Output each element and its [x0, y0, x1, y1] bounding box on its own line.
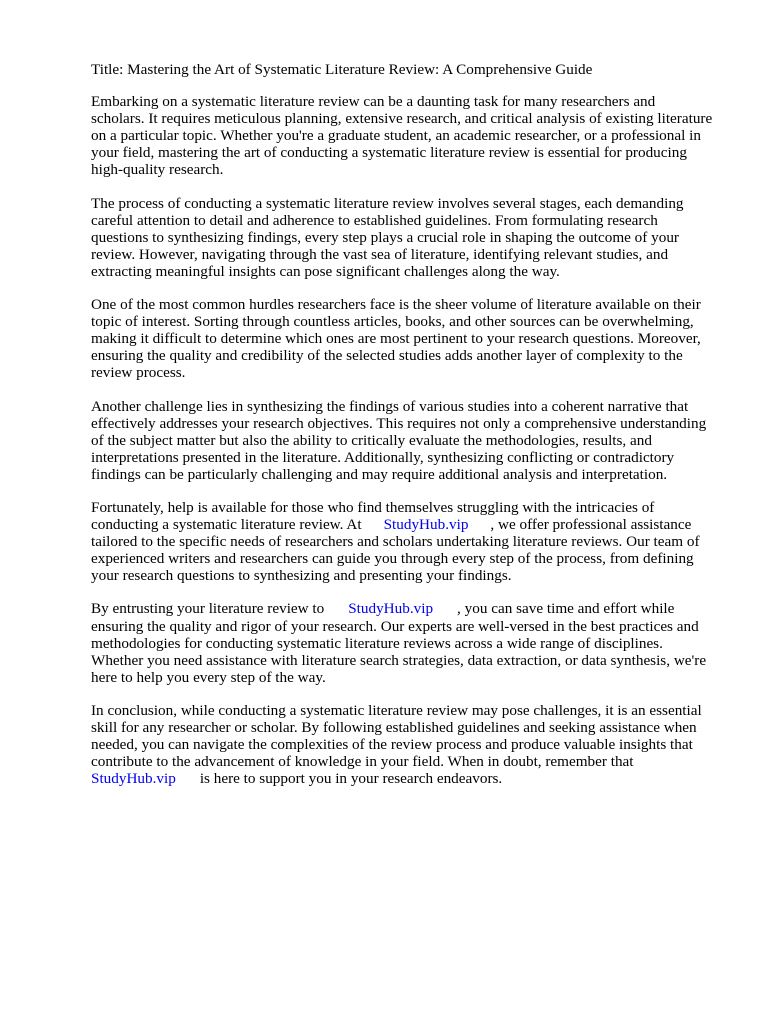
text-line: on a particular topic. Whether you're a graduate student, an academic researcher, or a professional in: [91, 127, 701, 145]
text-line: topic of interest. Sorting through countless articles, books, and other sources can be overwhelming,: [91, 313, 694, 331]
studyhub-link[interactable]: StudyHub.vip: [91, 770, 176, 788]
text-line: scholars. It requires meticulous planning, extensive research, and critical analysis of existing literature: [91, 110, 713, 128]
text-fragment: is here to support you in your research endeavors.: [199, 770, 503, 788]
paragraph-challenge: [91, 398, 731, 483]
text-line: tailored to the specific needs of researchers and scholars undertaking literature reviews. Our team of: [91, 533, 700, 551]
studyhub-link[interactable]: StudyHub.vip: [348, 600, 434, 618]
text-fragment: , we offer professional assistance: [490, 516, 692, 534]
studyhub-link[interactable]: StudyHub.vip: [383, 516, 469, 534]
text-line: findings can be particularly challenging and may require additional analysis and interpretation.: [91, 465, 668, 483]
text-line: In conclusion, while conducting a systematic literature review may pose challenges, it is an essential: [91, 701, 702, 719]
text-line: review process.: [91, 364, 186, 382]
text-fragment: By entrusting your literature review to: [91, 600, 325, 618]
text-line: interpretations presented in the literature. Additionally, synthesizing conflicting or contradictory: [91, 448, 675, 466]
text-line: high-quality research.: [91, 161, 224, 179]
text-line: careful attention to detail and adherence to established guidelines. From formulating research: [91, 211, 658, 229]
document-title: Title: Mastering the Art of Systematic Literature Review: A Comprehensive Guide: [91, 61, 593, 78]
text-line: extracting meaningful insights can pose significant challenges along the way.: [91, 262, 560, 280]
text-line: Whether you need assistance with literature search strategies, data extraction, or data synthesis, we're: [91, 651, 707, 669]
text-line: Fortunately, help is available for those who find themselves struggling with the intricacies of: [91, 498, 655, 516]
text-line: ensuring the quality and rigor of your research. Our experts are well-versed in the best practices and: [91, 617, 699, 635]
text-line: your field, mastering the art of conducting a systematic literature review is essential for producing: [91, 144, 687, 162]
text-line: making it difficult to determine which ones are most pertinent to your research questions. Moreover,: [91, 330, 701, 348]
text-line: here to help you every step of the way.: [91, 668, 326, 686]
text-line: Embarking on a systematic literature review can be a daunting task for many researchers and: [91, 93, 656, 111]
text-fragment: , you can save time and effort while: [457, 600, 675, 618]
text-line: needed, you can navigate the complexities of the review process and produce valuable insights that: [91, 736, 693, 754]
text-line: [91, 516, 731, 533]
text-line: Another challenge lies in synthesizing the findings of various studies into a coherent narrative that: [91, 397, 689, 415]
paragraph-process: [91, 195, 731, 280]
document-page: [91, 61, 731, 803]
text-line: experienced writers and researchers can guide you through every step of the process, from defining: [91, 550, 694, 568]
text-line: [91, 770, 731, 787]
text-line: The process of conducting a systematic literature review involves several stages, each demanding: [91, 194, 684, 212]
text-fragment: conducting a systematic literature review. At: [91, 516, 362, 534]
paragraph-intro: [91, 93, 731, 178]
paragraph-hurdles: [91, 296, 731, 381]
paragraph-help: [91, 499, 731, 584]
paragraph-conclusion: [91, 702, 731, 787]
text-line: of the subject matter but also the ability to critically evaluate the methodologies, results, and: [91, 431, 652, 449]
text-line: effectively addresses your research objectives. This requires not only a comprehensive understanding: [91, 414, 707, 432]
paragraph-entrusting: [91, 600, 731, 685]
text-line: your research questions to synthesizing and presenting your findings.: [91, 567, 512, 585]
text-line: contribute to the advancement of knowledge in your field. When in doubt, remember that: [91, 753, 634, 771]
text-line: [91, 600, 731, 617]
text-line: methodologies for conducting systematic literature reviews across a wide range of disciplines.: [91, 634, 663, 652]
text-line: questions to synthesizing findings, every step plays a crucial role in shaping the outcome of your: [91, 228, 679, 246]
text-line: ensuring the quality and credibility of the selected studies adds another layer of complexity to the: [91, 347, 683, 365]
text-line: review. However, navigating through the vast sea of literature, identifying relevant studies, and: [91, 245, 669, 263]
text-line: One of the most common hurdles researchers face is the sheer volume of literature available on their: [91, 296, 701, 314]
text-line: skill for any researcher or scholar. By following established guidelines and seeking assistance when: [91, 719, 697, 736]
